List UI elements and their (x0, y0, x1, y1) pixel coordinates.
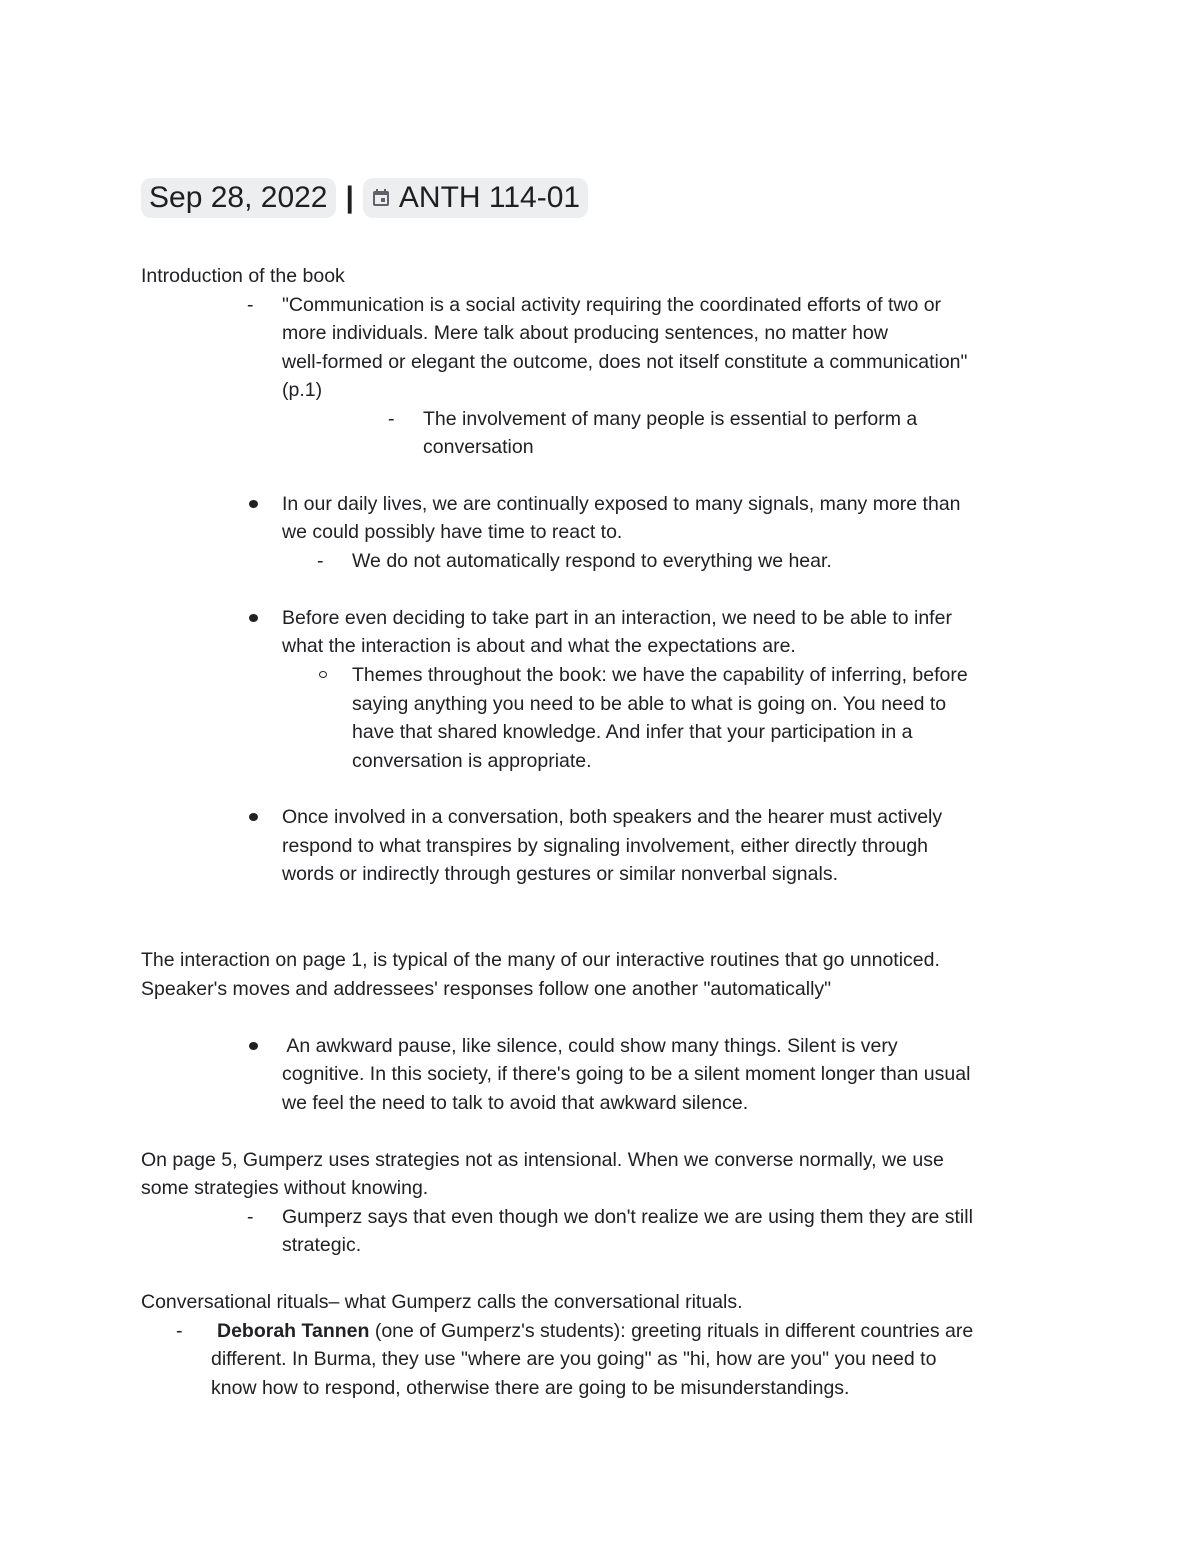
tannen-line: know how to respond, otherwise there are going to be misunderstandings. (211, 1377, 850, 1399)
dash-marker: - (176, 1320, 183, 1342)
tannen-line (217, 1317, 973, 1345)
infer-line: what the interaction is about and what the expectations are. (282, 635, 796, 657)
strategic-line: Gumperz says that even though we don't realize we are using them they are still (282, 1206, 973, 1228)
pause-line: An awkward pause, like silence, could show many things. Silent is very (282, 1035, 898, 1057)
date-label: Sep 28, 2022 (149, 181, 328, 214)
tannen-name: Deborah Tannen (217, 1320, 370, 1342)
signals-line: In our daily lives, we are continually exposed to many signals, many more than (282, 493, 961, 515)
involved-line: Once involved in a conversation, both speakers and the hearer must actively (282, 806, 943, 828)
dash-marker: - (247, 294, 254, 316)
quote-line: more individuals. Mere talk about producing sentences, no matter how (282, 322, 888, 344)
date-chip[interactable] (141, 178, 336, 218)
page1-line: The interaction on page 1, is typical of the many of our interactive routines that go unnoticed. (141, 949, 940, 971)
pause-line: cognitive. In this society, if there's going to be a silent moment longer than usual (282, 1063, 971, 1085)
involved-line: words or indirectly through gestures or similar nonverbal signals. (282, 863, 838, 885)
note-header (141, 177, 588, 219)
page5-line: some strategies without knowing. (141, 1177, 429, 1199)
intro-heading: Introduction of the book (141, 265, 345, 287)
tannen-line: different. In Burma, they use "where are you going" as "hi, how are you" you need to (211, 1348, 937, 1370)
themes-line: conversation is appropriate. (352, 750, 592, 772)
pause-line: we feel the need to talk to avoid that awkward silence. (282, 1092, 749, 1114)
themes-line: Themes throughout the book: we have the capability of inferring, before (352, 664, 968, 686)
header-separator: | (345, 181, 354, 214)
bullet-dot-icon (249, 813, 258, 821)
calendar-icon (371, 188, 391, 208)
dash-marker: - (247, 1206, 254, 1228)
bullet-dot-icon (249, 500, 258, 508)
rituals-heading: Conversational rituals– what Gumperz calls the conversational rituals. (141, 1291, 743, 1313)
infer-line: Before even deciding to take part in an interaction, we need to be able to infer (282, 607, 952, 629)
involvement-line: The involvement of many people is essential to perform a (423, 408, 918, 430)
quote-line: "Communication is a social activity requiring the coordinated efforts of two or (282, 294, 942, 316)
signals-line: we could possibly have time to react to. (282, 521, 623, 543)
bullet-dot-icon (249, 1042, 258, 1050)
quote-line: well-formed or elegant the outcome, does not itself constitute a communication" (282, 351, 968, 373)
page1-line: Speaker's moves and addressees' responses follow one another "automatically" (141, 978, 832, 1000)
involved-line: respond to what transpires by signaling involvement, either directly through (282, 835, 929, 857)
signals-sub-line: We do not automatically respond to everything we hear. (352, 550, 832, 572)
page5-line: On page 5, Gumperz uses strategies not as intensional. When we converse normally, we use (141, 1149, 944, 1171)
dash-marker: - (388, 408, 395, 430)
themes-line: saying anything you need to be able to what is going on. You need to (352, 693, 947, 715)
strategic-line: strategic. (282, 1234, 362, 1256)
course-chip[interactable] (363, 178, 588, 218)
tannen-text: (one of Gumperz's students): greeting rituals in different countries are (369, 1320, 974, 1342)
involvement-line: conversation (423, 436, 534, 458)
course-label: ANTH 114-01 (398, 181, 581, 214)
bullet-dot-icon (249, 614, 258, 622)
dash-marker: - (317, 550, 324, 572)
bullet-circle-icon (319, 671, 327, 678)
themes-line: have that shared knowledge. And infer that your participation in a (352, 721, 913, 743)
quote-line: (p.1) (282, 379, 323, 401)
